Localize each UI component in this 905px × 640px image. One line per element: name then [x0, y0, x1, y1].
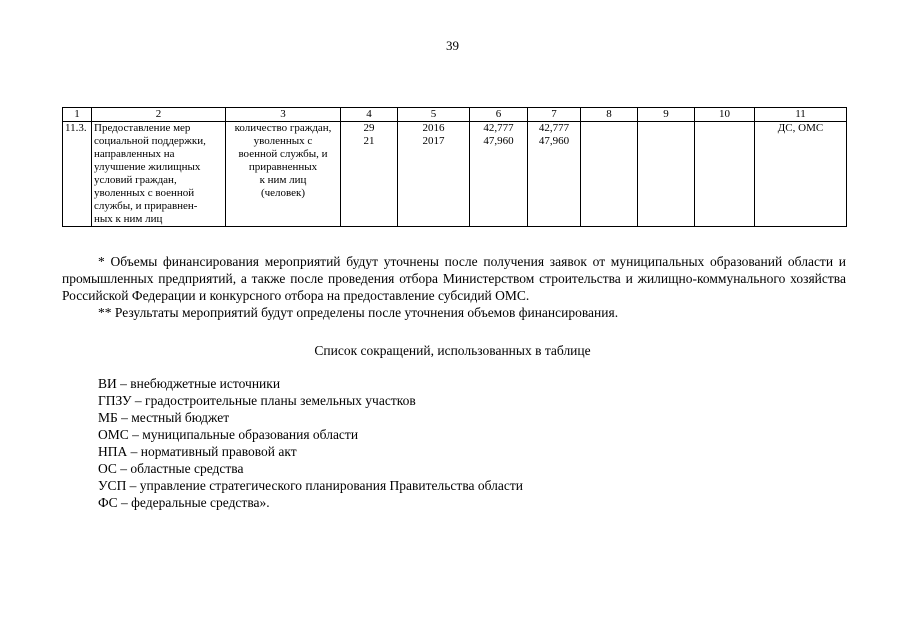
amount-value: 42,777 [483, 122, 514, 134]
measure-name-line: улучшение жилищных [94, 161, 201, 173]
list-item: МБ – местный бюджет [98, 410, 230, 425]
list-item: УСП – управление стратегического планирования Правительства области [98, 478, 524, 493]
list-item: ГПЗУ – градостроительные планы земельных участков [98, 393, 416, 408]
empty-cell-10 [695, 122, 755, 227]
list-item: ОС – областные средства [98, 461, 244, 476]
list-item: НПА – нормативный правовой акт [98, 444, 297, 459]
amount-value: 42,777 [538, 122, 570, 134]
measure-name-line: Предоставление мер [94, 122, 191, 134]
table-header-row [63, 108, 847, 122]
empty-cell-8 [581, 122, 638, 227]
column-header: 9 [638, 108, 695, 122]
abbreviations-title: Список сокращений, использованных в таблице [314, 343, 591, 358]
amount-cell-7 [528, 122, 581, 227]
column-header: 5 [398, 108, 470, 122]
list-item: ОМС – муниципальные образования области [98, 427, 359, 442]
measure-name-line: службы, и приравнен- [94, 200, 198, 212]
indicator-values-cell [341, 122, 398, 227]
year-value: 2017 [422, 135, 445, 147]
column-header: 7 [528, 108, 581, 122]
column-header: 10 [695, 108, 755, 122]
column-header: 6 [470, 108, 528, 122]
column-header: 4 [341, 108, 398, 122]
measure-name-line: социальной поддержки, [94, 135, 206, 147]
funding-source-cell: ДС, ОМС [755, 122, 847, 227]
amount-value: 47,960 [483, 135, 514, 147]
indicator-line: к ним лиц [259, 174, 307, 186]
indicator-cell [226, 122, 341, 227]
list-item: ВИ – внебюджетные источники [98, 376, 281, 391]
indicator-line: (человек) [260, 187, 306, 199]
column-header: 2 [92, 108, 226, 122]
measure-name-line: уволенных с военной [94, 187, 195, 199]
indicator-line: количество граждан, [234, 122, 332, 134]
measure-name-line: направленных на [94, 148, 175, 160]
indicator-line: военной службы, и [238, 148, 328, 160]
year-value: 2016 [422, 122, 445, 134]
abbreviations-list [98, 375, 523, 511]
indicator-value: 21 [363, 135, 375, 147]
row-number: 11.3. [63, 122, 92, 227]
column-header: 3 [226, 108, 341, 122]
program-table [62, 107, 847, 227]
column-header: 1 [63, 108, 92, 122]
indicator-value: 29 [363, 122, 375, 134]
footnotes [62, 253, 846, 321]
column-header: 8 [581, 108, 638, 122]
amount-value: 47,960 [538, 135, 570, 147]
list-item: ФС – федеральные средства». [98, 495, 270, 510]
column-header: 11 [755, 108, 847, 122]
footnote-results: ** Результаты мероприятий будут определены после уточнения объемов финансирования. [98, 305, 619, 320]
indicator-line: уволенных с [253, 135, 313, 147]
years-cell [398, 122, 470, 227]
amount-cell-6 [470, 122, 528, 227]
page-number: 39 [446, 38, 459, 53]
indicator-line: приравненных [248, 161, 318, 173]
table-row [63, 122, 847, 227]
measure-name-line: условий граждан, [94, 174, 177, 186]
footnote-funding: * Объемы финансирования мероприятий будут уточнены после получения заявок от муниципальных образований области и промышленных предприятий, а также после проведения отбора Министерством строительства и жилищно-коммунального хозяйства Российской Федерации и конкурсного отбора на предоставление субсидий ОМС. [62, 254, 846, 303]
measure-name-line: ных к ним лиц [94, 213, 163, 225]
empty-cell-9 [638, 122, 695, 227]
measure-name-cell [92, 122, 226, 227]
